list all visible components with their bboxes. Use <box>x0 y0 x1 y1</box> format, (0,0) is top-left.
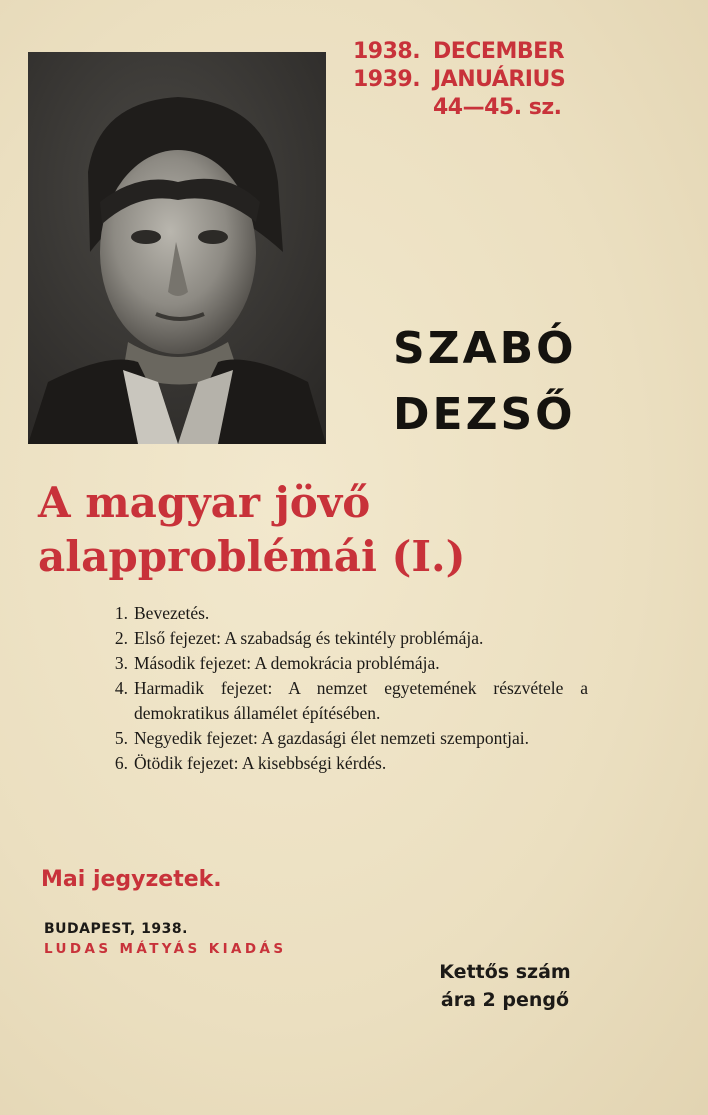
table-of-contents <box>92 601 588 776</box>
issue-month-1: DECEMBER <box>433 39 565 64</box>
place-date: BUDAPEST, 1938. <box>44 921 188 937</box>
issue-year-1: 1938. <box>353 39 421 64</box>
toc-item <box>92 726 588 751</box>
toc-number: 2. <box>114 628 128 648</box>
toc-text: Első fejezet: A szabadság és tekintély problémája. <box>134 628 484 648</box>
issue-number: 44—45. sz. <box>433 95 562 120</box>
author-last-name: DEZSŐ <box>393 389 576 440</box>
issue-info <box>353 38 565 122</box>
toc-item <box>92 626 588 651</box>
toc-number: 5. <box>114 728 128 748</box>
toc-item <box>92 651 588 676</box>
toc-number: 3. <box>114 653 128 673</box>
issue-month-2: JANUÁRIUS <box>433 67 566 92</box>
toc-item <box>92 751 588 776</box>
title-line-1: A magyar jövő <box>38 478 371 527</box>
portrait-image <box>28 52 326 444</box>
title-line-2: alapproblémái (I.) <box>38 532 466 581</box>
book-title <box>38 476 678 584</box>
toc-text: Ötödik fejezet: A kisebbségi kérdés. <box>134 753 387 773</box>
toc-number: 1. <box>114 603 128 623</box>
toc-item <box>92 601 588 626</box>
price-line-2: ára 2 pengő <box>440 989 570 1011</box>
toc-number: 4. <box>114 678 128 698</box>
toc-item <box>92 676 588 726</box>
toc-text: Negyedik fejezet: A gazdasági élet nemzeti szempontjai. <box>134 728 530 748</box>
author-first-name: SZABÓ <box>393 323 577 374</box>
notes-heading: Mai jegyzetek. <box>41 867 222 892</box>
price-line-1: Kettős szám <box>439 961 571 983</box>
toc-text: Harmadik fejezet: A nemzet egyetemének részvétele a demokratikus államélet építésében. <box>134 678 588 723</box>
toc-number: 6. <box>114 753 128 773</box>
author-name <box>393 316 593 448</box>
author-portrait <box>28 52 326 444</box>
issue-year-2: 1939. <box>353 67 421 92</box>
toc-text: Bevezetés. <box>134 603 210 623</box>
price-note <box>420 958 590 1014</box>
publisher: LUDAS MÁTYÁS KIADÁS <box>44 941 287 957</box>
toc-text: Második fejezet: A demokrácia problémája. <box>134 653 440 673</box>
